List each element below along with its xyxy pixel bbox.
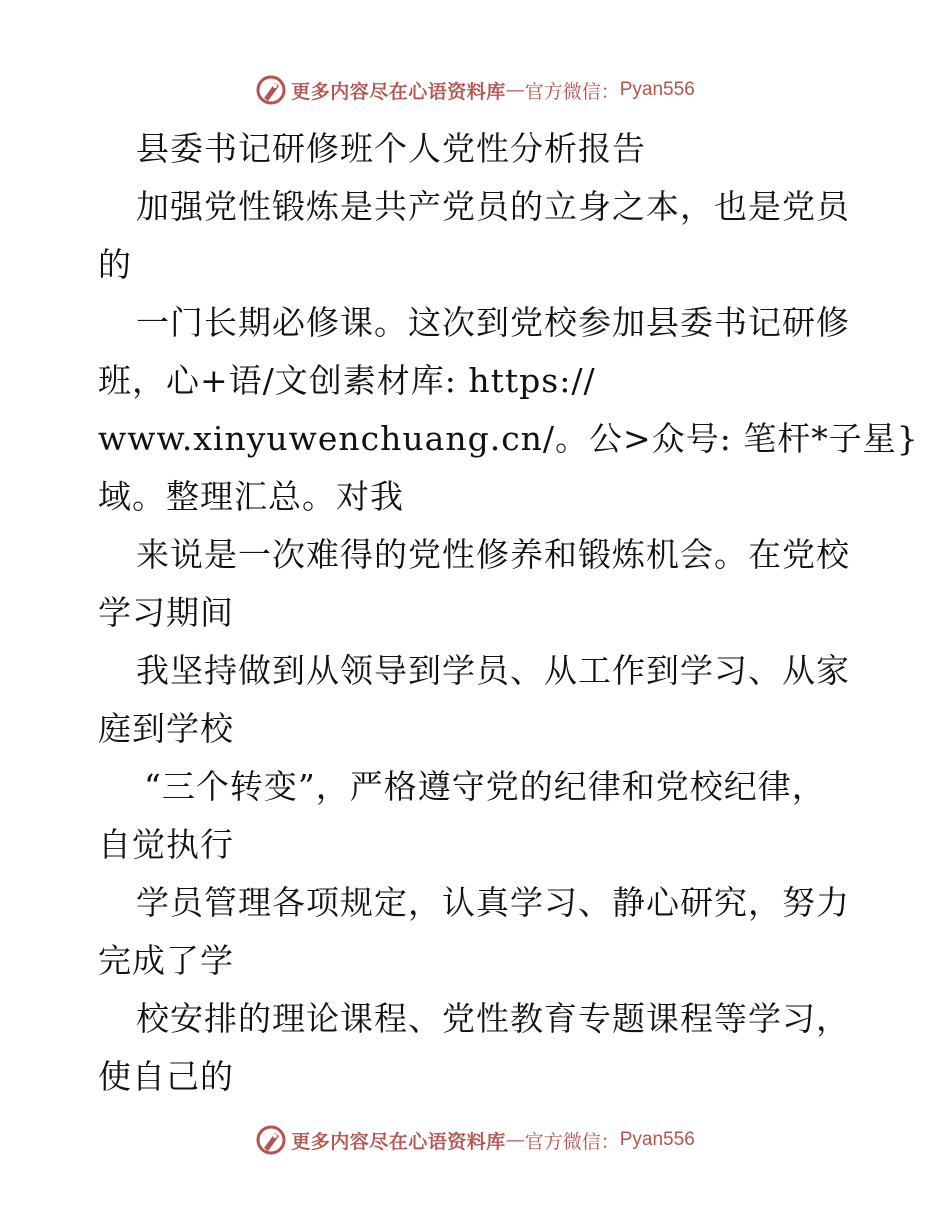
doc-line: 域。整理汇总。对我: [98, 477, 404, 516]
watermark-text: 更多内容尽在心语资料库: [291, 1130, 506, 1153]
doc-line: 使自己的: [98, 1057, 234, 1096]
doc-line: 一门长期必修课。这次到党校参加县委书记研修: [136, 303, 850, 342]
doc-line: 完成了学: [98, 941, 234, 980]
watermark-dash: —: [505, 79, 525, 101]
watermark-sub: 官方微信：: [524, 1130, 620, 1153]
doc-line: “三个转变”，严格遵守党的纪律和党校纪律，: [144, 767, 826, 806]
watermark-banner-bottom: [0, 1120, 950, 1160]
doc-line: 自觉执行: [98, 825, 234, 864]
doc-line: www.xinyuwenchuang.cn/。公>众号: 笔杆*子星}: [98, 419, 919, 458]
doc-line: 的: [98, 245, 132, 284]
document-body: [98, 120, 919, 1106]
doc-line: 学习期间: [98, 593, 234, 632]
doc-line: 加强党性锻炼是共产党员的立身之本，也是党员: [136, 187, 850, 226]
doc-line: 学员管理各项规定，认真学习、静心研究，努力: [136, 883, 850, 922]
pen-logo-icon: [255, 1124, 287, 1156]
watermark-id: Pyan556: [619, 79, 695, 100]
doc-line: 我坚持做到从领导到学员、从工作到学习、从家: [136, 651, 850, 690]
doc-line: 班，心+语/文创素材库: https://: [98, 361, 596, 400]
watermark-text: 更多内容尽在心语资料库: [291, 80, 506, 103]
doc-line: 来说是一次难得的党性修养和锻炼机会。在党校: [136, 535, 850, 574]
watermark-banner-top: [0, 70, 950, 110]
watermark-sub: 官方微信：: [524, 80, 620, 103]
doc-line: 校安排的理论课程、党性教育专题课程等学习，: [136, 999, 850, 1038]
pen-logo-icon: [255, 74, 287, 106]
doc-line: 庭到学校: [98, 709, 234, 748]
watermark-dash: —: [505, 1129, 525, 1151]
watermark-id: Pyan556: [619, 1129, 695, 1150]
doc-title: 县委书记研修班个人党性分析报告: [136, 129, 646, 168]
